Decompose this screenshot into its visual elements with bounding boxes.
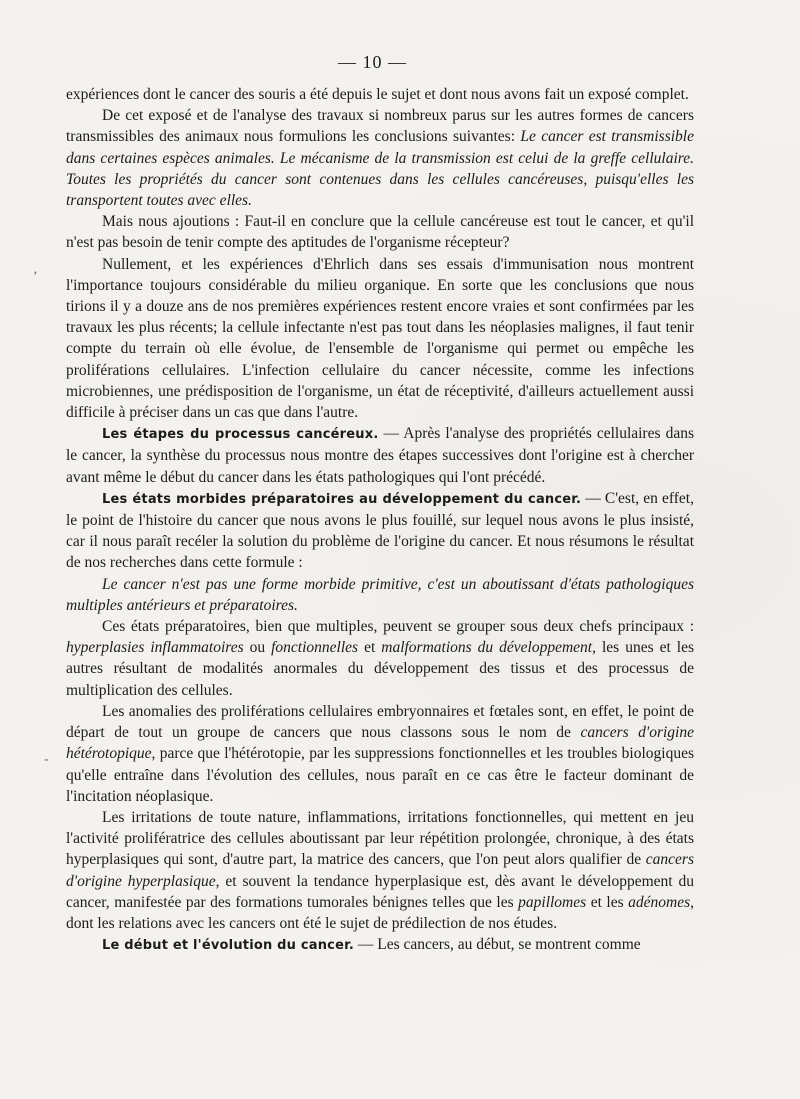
page-number: — 10 — — [338, 52, 407, 72]
italic-formula: Le cancer n'est pas une forme morbide primitive, c'est un aboutissant d'états pathologiques multiples antérieurs et préparatoires. — [66, 575, 694, 614]
margin-mark: ‚ — [33, 262, 38, 277]
paragraph — [66, 807, 694, 934]
paragraph — [66, 423, 694, 488]
text-run: , les unes et les autres résultant de modalités anormales du développement des tissus et des processus de multiplication des cellules. — [66, 639, 694, 699]
text-run: , et souvent la tendance hyperplasique est, dès avant le développement du cancer, manifestée par des formations tumorales bénignes telles que les — [66, 872, 694, 911]
text-run: et — [358, 639, 382, 657]
italic-term: cancers d'origine hétérotopique — [66, 724, 694, 763]
italic-term: adénomes — [628, 893, 691, 911]
paragraph — [66, 105, 694, 211]
paragraph — [66, 934, 694, 956]
section-heading: Le début et l'évolution du cancer. — [102, 938, 354, 954]
italic-term: malformations du développement — [381, 639, 593, 657]
text-run: et les — [586, 893, 629, 911]
paragraph — [66, 701, 694, 807]
section-heading: Les étapes du processus cancéreux. — [102, 427, 379, 443]
text-run: De cet exposé et de l'analyse des travaux si nombreux parus sur les autres formes de cancers transmissibles des animaux nous formulions les conclusions suivantes: — [66, 107, 694, 146]
text-run: Mais nous ajoutions : Faut-il en conclure que la cellule cancéreuse est tout le cancer, et qu'il n'est pas besoin de tenir compte des aptitudes de l'organisme récepteur? — [66, 213, 694, 252]
text-run: Nullement, et les expériences d'Ehrlich dans ses essais d'immunisation nous montrent l'importance toujours considérable du milieu organique. En sorte que les conclusions que nous tirions il y a douze ans de nos premières expériences restent encore vraies et sont confirmées par les travaux les plus récents; la cellule infectante n'est pas tout dans les néoplasies malignes, il faut tenir compte du terrain où elle évolue, de l'ensemble de l'organisme qui permet ou empêche les proliférations cellulaires. L'infection cellulaire du cancer nécessite, comme les infections microbiennes, une prédisposition de l'organisme, un état de réceptivité, d'ailleurs actuellement aussi difficile à préciser dans un cas que dans l'autre. — [66, 255, 694, 422]
paragraph — [66, 574, 694, 616]
text-run: Les irritations de toute nature, inflammations, irritations fonctionnelles, qui mettent en jeu l'activité prolifératrice des cellules aboutissant par leur répétition prolongée, chronique, à des états hyperplasiques qui sont, d'autre part, la matrice des cancers, que l'on peut alors qualifier de — [66, 808, 694, 869]
paragraph — [66, 254, 694, 424]
section-heading: Les états morbides préparatoires au développement du cancer. — [102, 491, 582, 507]
body-text — [66, 84, 694, 956]
margin-mark: - — [44, 752, 49, 767]
text-run: , parce que l'hétérotopie, par les suppressions fonctionnelles et les troubles biologiques qu'elle entraîne dans l'évolution des cellules, nous paraît en ce cas être le facteur dominant de l'incitation néoplasique. — [66, 745, 694, 805]
paragraph — [66, 211, 694, 253]
italic-term: fonctionnelles — [271, 639, 359, 657]
italic-term: hyperplasies inflammatoires — [66, 639, 244, 657]
text-run: Les anomalies des proliférations cellulaires embryonnaires et fœtales sont, en effet, le point de départ de tout un groupe de cancers que nous classons sous le nom de — [66, 702, 694, 742]
text-run: , dont les relations avec les cancers ont été le sujet de prédilection de nos études. — [66, 893, 695, 932]
italic-term: cancers d'origine hyperplasique — [66, 851, 694, 890]
italic-term: papillomes — [518, 893, 587, 911]
paragraph — [66, 84, 694, 105]
text-run: expériences dont le cancer des souris a été depuis le sujet et dont nous avons fait un exposé complet. — [66, 86, 689, 103]
italic-conclusion: Le cancer est transmissible dans certaines espèces animales. Le mécanisme de la transmission est celui de la greffe cellulaire. Toutes les propriétés du cancer sont contenues dans les cellules cancéreuses, puisqu'elles les transportent toutes avec elles. — [66, 128, 694, 210]
text-run: — C'est, en effet, le point de l'histoire du cancer que nous avons le plus fouillé, sur lequel nous avons le plus insisté, car il nous paraît recéler la solution du problème de l'origine du cancer. Et nous résumons le résultat de nos recherches dans cette formule : — [66, 489, 694, 572]
paragraph — [66, 488, 694, 574]
text-run: — Les cancers, au début, se montrent comme — [354, 936, 641, 954]
text-run: Ces états préparatoires, bien que multiples, peuvent se grouper sous deux chefs principaux : — [102, 618, 694, 636]
text-run: — Après l'analyse des propriétés cellulaires dans le cancer, la synthèse du processus nous montre des étapes successives dont l'origine est à chercher avant même le début du cancer dans les états pathologiques qui l'ont précédé. — [66, 425, 694, 486]
paragraph — [66, 616, 694, 701]
text-run: ou — [243, 639, 272, 657]
